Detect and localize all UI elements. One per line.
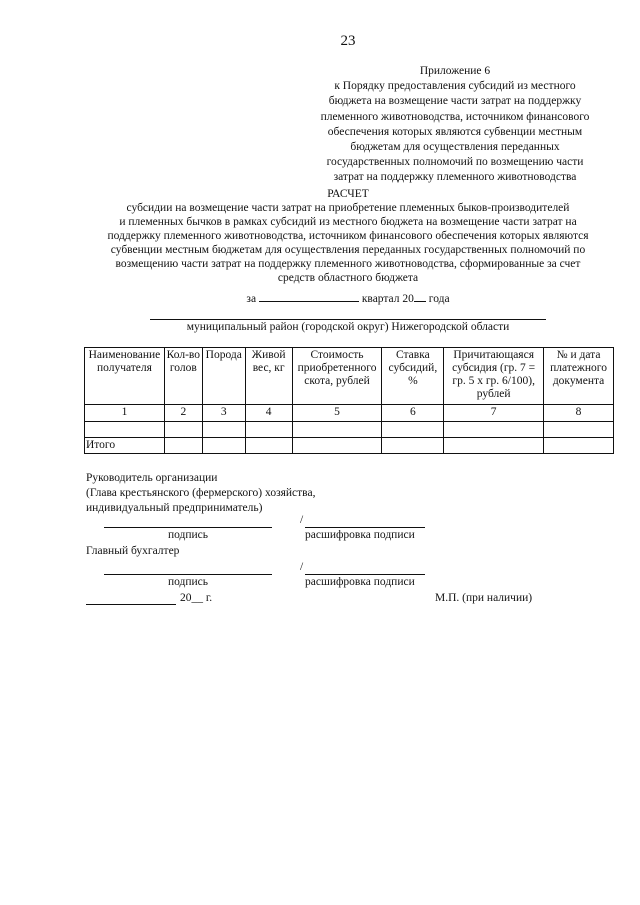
decode-caption: расшифровка подписи [305, 576, 415, 588]
year-field[interactable] [414, 301, 426, 302]
table-cell[interactable] [382, 438, 444, 454]
slash: / [300, 561, 304, 573]
accountant-signature-line[interactable] [104, 574, 272, 575]
appendix-line: бюджета на возмещение части затрат на поддержку [328, 95, 582, 108]
table-cell[interactable] [164, 438, 202, 454]
table-cell[interactable] [292, 422, 382, 438]
appendix-line: государственных полномочий по возмещению части [326, 156, 584, 169]
column-number: 8 [544, 405, 614, 422]
header-cell: № и дата платежного документа [544, 348, 614, 405]
column-number: 2 [164, 405, 202, 422]
calculation-table [84, 347, 614, 454]
column-number: 7 [444, 405, 544, 422]
heading: РАСЧЕТ [327, 188, 369, 200]
table-cell[interactable] [444, 422, 544, 438]
column-number: 3 [202, 405, 245, 422]
period-middle: квартал 20 [361, 293, 414, 305]
appendix-line: к Порядку предоставления субсидий из местного [334, 80, 576, 93]
header-cell: Стоимость приобретенного скота, рублей [292, 348, 382, 405]
table-cell[interactable] [85, 422, 165, 438]
quarter-field[interactable] [259, 301, 359, 302]
head-decode-line[interactable] [305, 527, 425, 528]
total-label: Итого [85, 438, 165, 454]
signature-caption: подпись [167, 576, 209, 588]
region-field-line[interactable] [150, 319, 546, 320]
stamp-text: М.П. (при наличии) [435, 592, 533, 604]
head-line: Руководитель организации [86, 472, 218, 484]
header-cell: Наименование получателя [85, 348, 165, 405]
column-number-row [85, 405, 614, 422]
head-signature-label [86, 471, 315, 516]
table-cell[interactable] [164, 422, 202, 438]
head-signature-line[interactable] [104, 527, 272, 528]
appendix-line: бюджетам для осуществления переданных [350, 141, 560, 154]
table-cell[interactable] [202, 438, 245, 454]
appendix-line: затрат на поддержку племенного животноводства [333, 171, 577, 184]
appendix-title: Приложение 6 [419, 65, 491, 77]
table-cell[interactable] [382, 422, 444, 438]
table-header-row [85, 348, 614, 405]
accountant-decode-line[interactable] [305, 574, 425, 575]
description-line: поддержку племенного животноводства, источником финансового обеспечения которых являются [107, 230, 589, 242]
table-cell[interactable] [544, 422, 614, 438]
head-line: (Глава крестьянского (фермерского) хозяйства, [86, 487, 316, 499]
appendix-block [320, 64, 590, 186]
total-row [85, 438, 614, 454]
appendix-line: обеспечения которых являются субвенции местным [327, 125, 583, 138]
column-number: 6 [382, 405, 444, 422]
date-text: 20__ г. [180, 592, 213, 604]
appendix-line: племенного животноводства, источником финансового [320, 110, 590, 123]
description-line: средств областного бюджета [277, 272, 419, 284]
region-caption: муниципальный район (городской округ) Нижегородской области [186, 321, 510, 333]
column-number: 1 [85, 405, 165, 422]
column-number: 5 [292, 405, 382, 422]
header-cell: Кол-во голов [164, 348, 202, 405]
table-cell[interactable] [544, 438, 614, 454]
header-cell: Причитающаяся субсидия (гр. 7 = гр. 5 х гр. 6/100), рублей [444, 348, 544, 405]
description-line: субвенции местным бюджетам для осуществления переданных государственных полномочий по [110, 244, 586, 256]
table-cell[interactable] [245, 422, 292, 438]
period-suffix: года [428, 293, 450, 305]
header-cell: Ставка субсидий, % [382, 348, 444, 405]
description-line: возмещению части затрат на поддержку племенного животноводства, сформированные за счет [115, 258, 581, 270]
decode-caption: расшифровка подписи [305, 529, 415, 541]
table-cell[interactable] [292, 438, 382, 454]
description-line: и племенных бычков в рамках субсидий из местного бюджета на возмещение части затрат на [119, 216, 577, 228]
table-cell[interactable] [444, 438, 544, 454]
period-line [150, 293, 546, 305]
head-line: индивидуальный предприниматель) [86, 502, 263, 514]
table-cell[interactable] [202, 422, 245, 438]
accountant-label: Главный бухгалтер [86, 545, 180, 557]
table-row [85, 422, 614, 438]
signature-caption: подпись [167, 529, 209, 541]
header-cell: Порода [202, 348, 245, 405]
column-number: 4 [245, 405, 292, 422]
header-cell: Живой вес, кг [245, 348, 292, 405]
page-number: 23 [340, 33, 356, 49]
period-prefix: за [246, 293, 257, 305]
slash: / [300, 514, 304, 526]
description-line: субсидии на возмещение части затрат на приобретение племенных быков-производителей [126, 202, 570, 214]
document-title [100, 187, 596, 285]
table-cell[interactable] [245, 438, 292, 454]
date-line[interactable] [86, 604, 176, 605]
